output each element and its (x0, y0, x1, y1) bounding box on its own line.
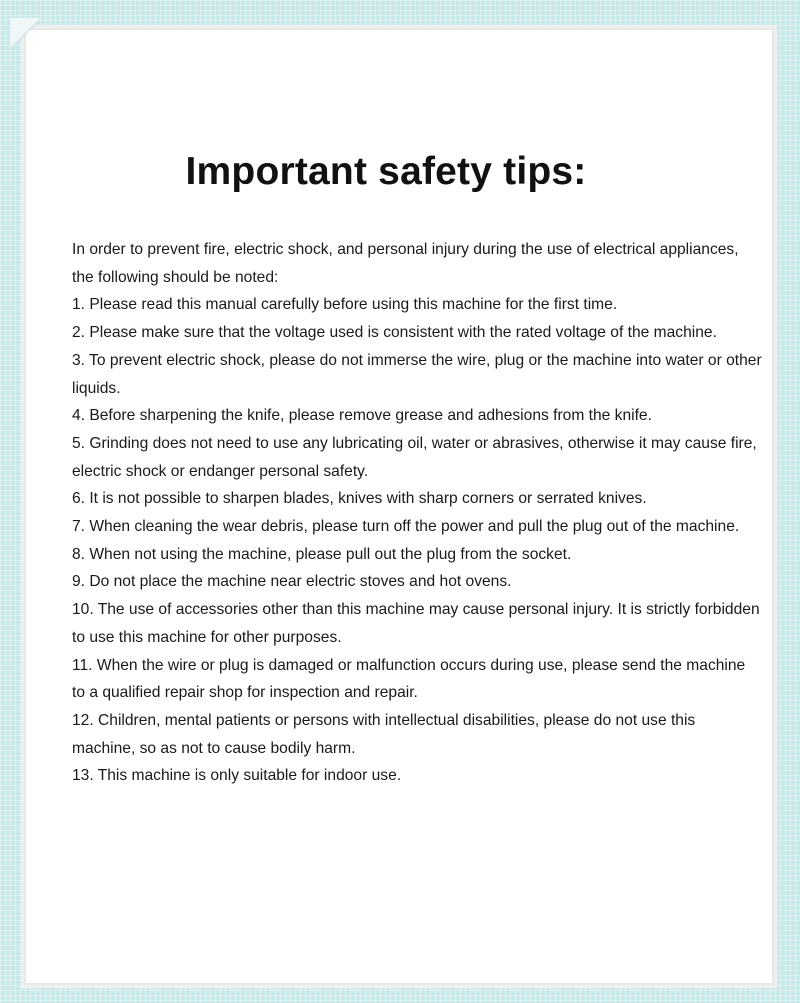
tip-item: 12. Children, mental patients or persons with intellectual disabilities, please do not use this machine, so as not to cause bodily harm. (72, 711, 696, 757)
safety-tips-text (72, 236, 762, 790)
intro-paragraph: In order to prevent fire, electric shock, and personal injury during the use of electrical appliances, the following should be noted: (72, 241, 739, 286)
page-title: Important safety tips: (185, 150, 587, 193)
tip-item: 4. Before sharpening the knife, please remove grease and adhesions from the knife. (72, 407, 652, 425)
tip-item: 10. The use of accessories other than this machine may cause personal injury. It is strictly forbidden to use this machine for other purposes. (72, 601, 760, 646)
page-corner-fold (10, 18, 40, 48)
tip-item: 8. When not using the machine, please pull out the plug from the socket. (72, 545, 572, 563)
tip-item: 2. Please make sure that the voltage used is consistent with the rated voltage of the machine. (72, 324, 717, 342)
tip-item: 13. This machine is only suitable for indoor use. (72, 767, 402, 785)
tip-item: 11. When the wire or plug is damaged or malfunction occurs during use, please send the machine to a qualified repair shop for inspection and repair. (72, 656, 746, 702)
tip-item: 3. To prevent electric shock, please do not immerse the wire, plug or the machine into water or other liquids. (72, 351, 762, 397)
tip-item: 6. It is not possible to sharpen blades, knives with sharp corners or serrated knives. (72, 490, 647, 508)
tip-item: 9. Do not place the machine near electric stoves and hot ovens. (72, 573, 512, 591)
tip-item: 7. When cleaning the wear debris, please turn off the power and pull the plug out of the machine. (72, 518, 740, 536)
tip-item: 5. Grinding does not need to use any lubricating oil, water or abrasives, otherwise it may cause fire, electric shock or endanger personal safety. (72, 434, 757, 480)
tip-item: 1. Please read this manual carefully before using this machine for the first time. (72, 296, 618, 314)
